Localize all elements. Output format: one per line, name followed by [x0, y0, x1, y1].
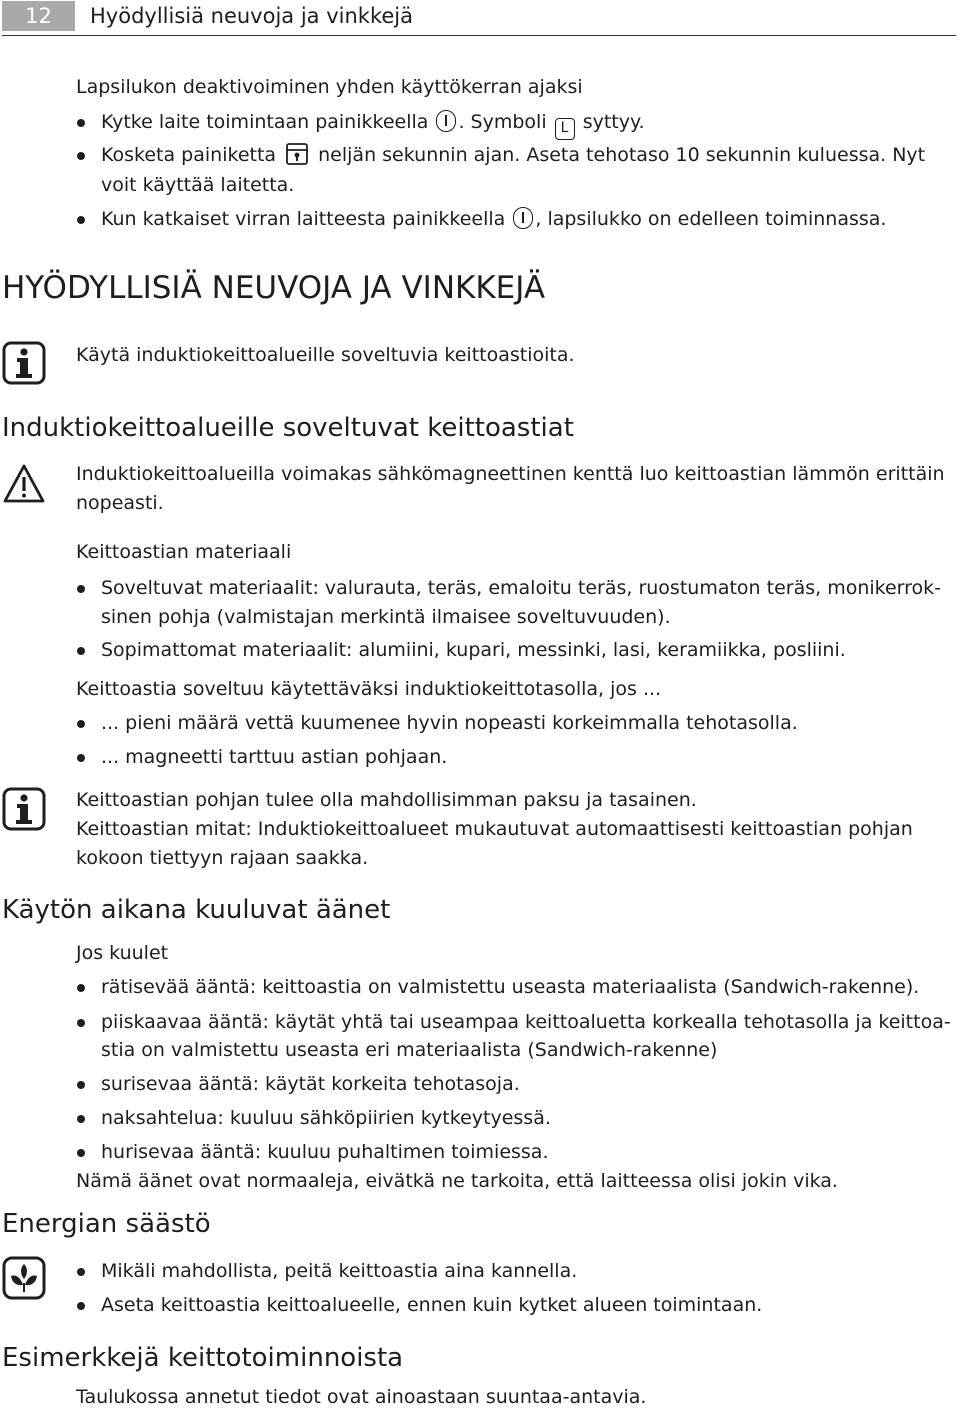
text: . Symboli: [458, 111, 547, 133]
text: Kun katkaiset virran laitteesta painikkeella: [101, 208, 506, 230]
energy-saving-icon: [2, 1256, 46, 1300]
list-item-continuation: sinen pohja (valmistajan merkintä ilmaisee soveltuvuuden).: [101, 606, 671, 628]
list-item: Mikäli mahdollista, peitä keittoastia aina kannella.: [101, 1257, 577, 1286]
list-item: naksahtelua: kuuluu sähköpiirien kytkeytyessä.: [101, 1104, 551, 1133]
list-item: hurisevaa ääntä: kuuluu puhaltimen toimiessa.: [101, 1138, 548, 1167]
info-icon: [2, 341, 46, 385]
text: syttyy.: [582, 111, 645, 133]
list-item: ... magneetti tarttuu astian pohjaan.: [101, 743, 447, 772]
section-heading: Energian säästö: [2, 1209, 211, 1239]
main-heading: HYÖDYLLISIÄ NEUVOJA JA VINKKEJÄ: [2, 270, 546, 306]
list-item: [101, 108, 645, 140]
child-lock-heading: Lapsilukon deaktivoiminen yhden käyttökerran ajaksi: [76, 76, 583, 98]
section-heading: Esimerkkejä keittotoiminnoista: [2, 1343, 404, 1373]
list-item: surisevaa ääntä: käytät korkeita tehotasoja.: [101, 1070, 520, 1099]
page-header: [0, 0, 956, 36]
lock-symbol-icon: L: [555, 118, 575, 140]
list-item: [101, 141, 925, 170]
info-icon: [2, 787, 46, 831]
header-rule: [2, 35, 956, 36]
note-text: Nämä äänet ovat normaaleja, eivätkä ne tarkoita, että laitteessa olisi jokin vika.: [76, 1170, 838, 1192]
text: Kytke laite toimintaan painikkeella: [101, 111, 429, 133]
list-item: piiskaavaa ääntä: käytät yhtä tai useampaa keittoaluetta korkealla tehotasolla ja keittoa-: [101, 1008, 951, 1037]
text: neljän sekunnin ajan. Aseta tehotaso 10 sekunnin kuluessa. Nyt: [318, 144, 926, 166]
power-button-icon: [436, 110, 456, 132]
warning-text: Induktiokeittoalueilla voimakas sähkömagneettinen kenttä luo keittoastian lämmön erittäin: [76, 463, 945, 485]
info-text: Keittoastian pohjan tulee olla mahdollisimman paksu ja tasainen.: [76, 789, 697, 811]
list-item: ... pieni määrä vettä kuumenee hyvin nopeasti korkeimmalla tehotasolla.: [101, 709, 798, 738]
key-lock-icon: [285, 142, 309, 166]
info-note: Käytä induktiokeittoalueille soveltuvia keittoastioita.: [76, 344, 575, 366]
power-button-icon: [513, 207, 533, 229]
list-item: Aseta keittoastia keittoalueelle, ennen kuin kytket alueen toimintaan.: [101, 1291, 762, 1320]
note-text: Taulukossa annetut tiedot ovat ainoastaan suuntaa-antavia.: [76, 1386, 647, 1408]
section-heading: Induktiokeittoalueille soveltuvat keittoastiat: [2, 413, 574, 443]
list-item-continuation: voit käyttää laitetta.: [101, 174, 295, 196]
page-number: 12: [2, 1, 75, 31]
header-title: Hyödyllisiä neuvoja ja vinkkejä: [90, 4, 413, 28]
section-heading: Käytön aikana kuuluvat äänet: [2, 895, 391, 925]
list-item: Soveltuvat materiaalit: valurauta, teräs, emaloitu teräs, ruostumaton teräs, monikerrok-: [101, 574, 941, 603]
subheading: Keittoastia soveltuu käytettäväksi induktiokeittotasolla, jos ...: [76, 678, 662, 700]
list-item-continuation: stia on valmistettu useasta eri materiaalista (Sandwich-rakenne): [101, 1039, 718, 1061]
list-item: Sopimattomat materiaalit: alumiini, kupari, messinki, lasi, keramiikka, posliini.: [101, 636, 846, 665]
warning-text: nopeasti.: [76, 492, 164, 514]
info-text: Keittoastian mitat: Induktiokeittoalueet mukautuvat automaattisesti keittoastian pohjan: [76, 818, 913, 840]
warning-icon: [2, 462, 46, 506]
subheading: Keittoastian materiaali: [76, 541, 292, 563]
list-item: rätisevää ääntä: keittoastia on valmistettu useasta materiaalista (Sandwich-rakenne).: [101, 973, 919, 1002]
list-item: [101, 205, 886, 234]
text: , lapsilukko on edelleen toiminnassa.: [535, 208, 887, 230]
intro-text: Jos kuulet: [76, 942, 169, 964]
info-text: kokoon tiettyyn rajaan saakka.: [76, 847, 369, 869]
text: Kosketa painiketta: [101, 144, 277, 166]
